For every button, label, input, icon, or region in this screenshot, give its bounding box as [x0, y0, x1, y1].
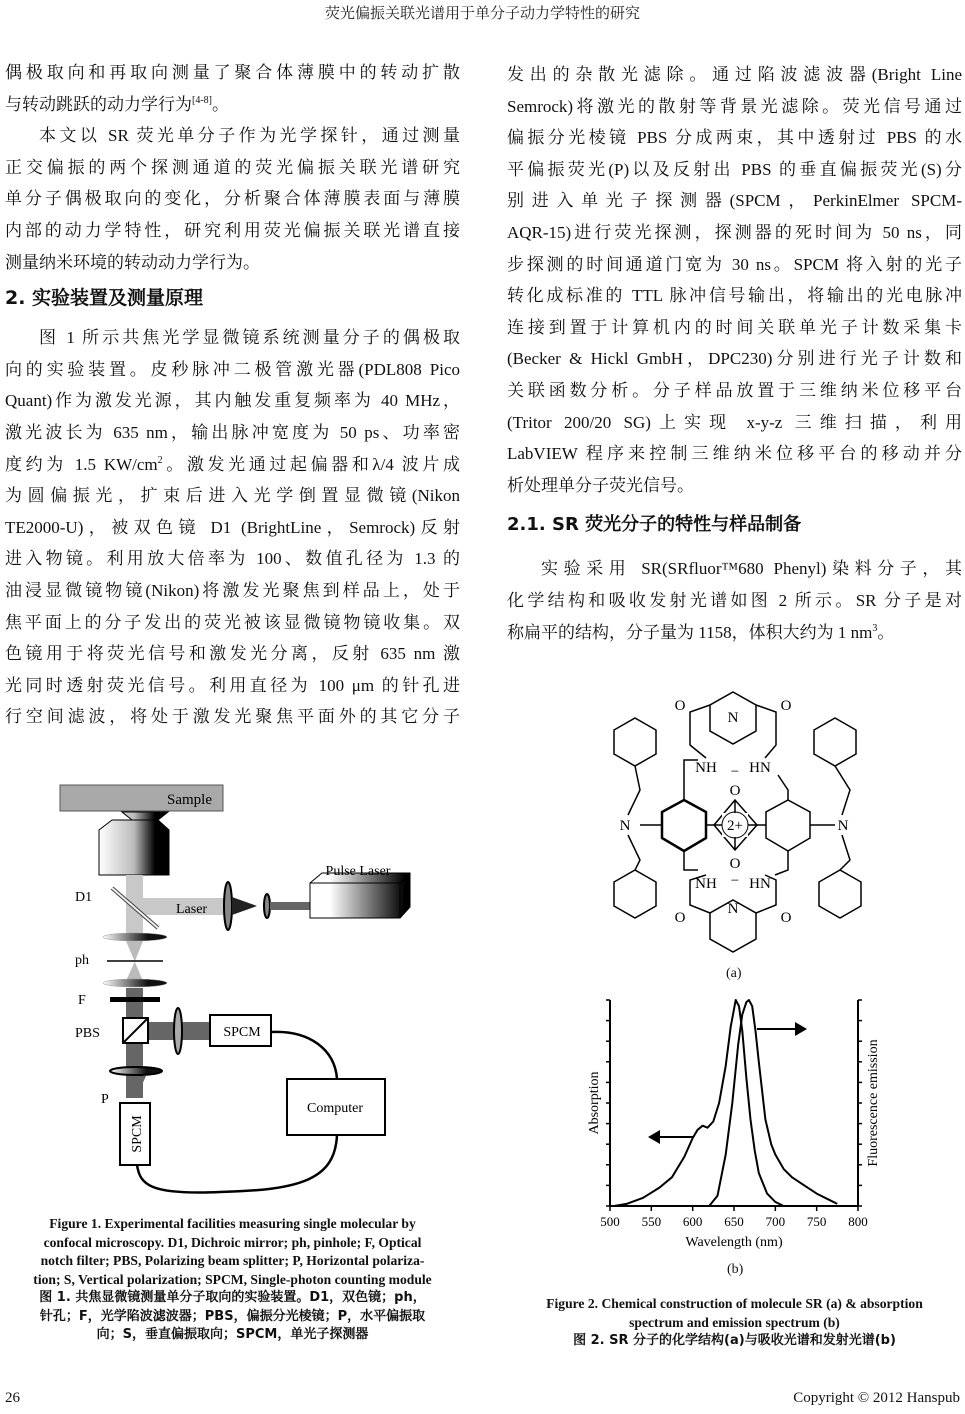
label-spcm-v: SPCM — [130, 1115, 145, 1153]
text-span: 与转动跳跃的动力学行为 — [5, 94, 192, 114]
text-line: 正交偏振的两个探测通道的荧光偏振关联光谱研究 — [5, 157, 460, 177]
arrow-head-icon — [795, 1022, 807, 1036]
text-line: 实验采用 SR(SRfluor™680 Phenyl)染料分子，其 — [541, 559, 962, 579]
text-line: (Tritor 200/20 SG)上实现 x-y-z 三维扫描，利用 — [507, 412, 962, 432]
subfigure-label-a: (a) — [726, 966, 742, 981]
caption-line: Figure 1. Experimental facilities measuring single molecular by — [49, 1216, 416, 1231]
superscript: 2 — [157, 454, 163, 466]
text-line: 平偏振荧光(P)以及反射出 PBS 的垂直偏振荧光(S)分 — [507, 159, 962, 179]
caption-line: 图 1. 共焦显微镜测量单分子取向的实验装置。D1，双色镜；ph， — [39, 1290, 426, 1305]
caption-line: spectrum and emission spectrum (b) — [629, 1314, 840, 1330]
label-spcm-h: SPCM — [223, 1025, 261, 1040]
caption-line: 向；S，垂直偏振取向；SPCM，单光子探测器 — [96, 1327, 369, 1342]
superscript: [4-8] — [192, 94, 212, 106]
label-d1: D1 — [75, 890, 93, 905]
subfigure-label-b: (b) — [727, 1262, 744, 1277]
text-line: 色镜用于将荧光信号和激发光分离，反射 635 nm 激 — [5, 644, 460, 664]
x-axis-label: Wavelength (nm) — [685, 1235, 783, 1250]
text-line: 本文以 SR 荧光单分子作为光学探针，通过测量 — [39, 126, 460, 146]
text-span: 。 — [877, 622, 895, 642]
label-pbs: PBS — [75, 1026, 100, 1041]
text-line: 偏振分光棱镜 PBS 分成两束，其中透射过 PBS 的水 — [507, 128, 962, 148]
atom-o: O — [780, 698, 792, 714]
x-tick-label: 650 — [724, 1214, 744, 1229]
text-line: 单分子偶极取向的变化，分析聚合体薄膜表面与薄膜 — [5, 189, 460, 209]
caption-line: 图 2. SR 分子的化学结构(a)与吸收光谱和发射光谱(b) — [573, 1333, 896, 1348]
atom-o: O — [729, 856, 741, 872]
x-tick-label: 600 — [682, 1214, 703, 1229]
text-line: 光同时透射荧光信号。利用直径为 100 μm 的针孔进 — [5, 675, 460, 695]
x-tick-label: 700 — [765, 1214, 786, 1229]
text-line: 激光波长为 635 nm，输出脉冲宽度为 50 ps、功率密 — [5, 422, 460, 442]
x-tick-label: 750 — [806, 1214, 827, 1229]
y-axis-label-right: Fluorescence emission — [866, 1039, 881, 1167]
text-line: 图 1 所示共焦光学显微镜系统测量分子的偶极取 — [39, 328, 460, 348]
text-line: LabVIEW 程序来控制三维纳米位移平台的移动并分 — [507, 444, 962, 464]
text-line: 焦平面上的分子发出的荧光被该显微镜物镜收集。双 — [5, 612, 460, 632]
atom-hn: HN — [749, 876, 771, 892]
label-f: F — [78, 993, 86, 1008]
text-line: 进入物镜。利用放大倍率为 100、数值孔径为 1.3 的 — [5, 549, 460, 569]
atom-nh: NH — [695, 876, 717, 892]
atom-nh: NH — [695, 760, 717, 776]
text-line: TE2000-U)，被双色镜 D1 (BrightLine，Semrock)反射 — [5, 517, 460, 537]
caption-line: notch filter; PBS, Polarizing beam splitter; P, Horizontal polariza- — [40, 1253, 425, 1268]
text-line: 化学结构和吸收发射光谱如图 2 所示。SR 分子是对 — [507, 590, 962, 610]
caption-line: Figure 2. Chemical construction of molecule SR (a) & absorption — [546, 1296, 923, 1311]
text-span: 称扁平的结构，分子量为 1158，体积大约为 1 nm — [507, 622, 873, 642]
text-line: 为圆偏振光，扩束后进入光学倒置显微镜(Nikon — [5, 486, 460, 506]
text-line: Quant)作为激发光源，其内触发重复频率为 40 MHz， — [5, 391, 460, 411]
caption-line: tion; S, Vertical polarization; SPCM, Single-photon counting module — [33, 1271, 432, 1287]
atom-o: O — [674, 698, 686, 714]
label-ph: ph — [75, 953, 89, 968]
superscript: 3 — [872, 622, 878, 634]
atom-n: N — [837, 818, 849, 834]
text-line: 连接到置于计算机内的时间关联单光子计数采集卡 — [507, 317, 962, 337]
label-sample: Sample — [167, 792, 212, 808]
absorption-line — [614, 1000, 784, 1206]
section-heading: 2. 实验装置及测量原理 — [5, 287, 204, 310]
y-axis-label-left: Absorption — [587, 1071, 602, 1135]
emission-line — [709, 1000, 837, 1206]
text-line: 偶极取向和再取向测量了聚合体薄膜中的转动扩散 — [5, 63, 460, 82]
label-laser: Laser — [176, 902, 208, 917]
text-line: 析处理单分子荧光信号。 — [507, 475, 694, 495]
page-number: 26 — [5, 1390, 20, 1406]
text-line: 别进入单光子探测器(SPCM，PerkinElmer SPCM- — [507, 191, 962, 211]
text-line: 发出的杂散光滤除。通过陷波滤波器(Bright Line — [507, 65, 962, 84]
atom-n: N — [727, 901, 739, 917]
text-span: 度约为 1.5 KW/cm — [5, 454, 158, 474]
text-line: 行空间滤波，将处于激发光聚焦平面外的其它分子 — [5, 707, 460, 727]
text-line: 测量纳米环境的转动动力学行为。 — [5, 252, 260, 272]
text-line: Semrock)将激光的散射等背景光滤除。荧光信号通过 — [507, 96, 962, 116]
atom-n: N — [619, 818, 631, 834]
text-line: 关联函数分析。分子样品放置于三维纳米位移平台 — [507, 380, 962, 400]
figure2-caption — [507, 1295, 962, 1351]
text-line: 步探测的时间通道门宽为 30 ns。SPCM 将入射的光子 — [507, 254, 962, 274]
copyright: Copyright © 2012 Hanspub — [793, 1390, 960, 1406]
atom-o: O — [729, 783, 741, 799]
atom-n: N — [727, 710, 739, 726]
atom-hn: HN — [749, 760, 771, 776]
x-tick-label: 500 — [600, 1214, 620, 1229]
text-line: 向的实验装置。皮秒脉冲二极管激光器(PDL808 Pico — [5, 359, 460, 379]
label-computer: Computer — [307, 1101, 363, 1116]
text-span: 。 — [212, 94, 229, 114]
caption-line: 针孔；F，光学陷波滤波器；PBS，偏振分光棱镜；P，水平偏振取 — [39, 1308, 426, 1324]
arrow-head-icon — [648, 1130, 660, 1144]
subsection-heading: 2.1. SR 荧光分子的特性与样品制备 — [507, 514, 802, 536]
text-line: AQR-15)进行荧光探测，探测器的死时间为 50 ns，同 — [507, 222, 962, 242]
text-span: 。激发光通过起偏器和λ/4 波片成 — [162, 454, 460, 474]
atom-o: O — [780, 910, 792, 926]
charge-minus: − — [730, 873, 740, 889]
running-header: 荧光偏振关联光谱用于单分子动力学特性的研究 — [324, 4, 640, 22]
x-tick-label: 800 — [848, 1214, 868, 1229]
label-pulse-laser: Pulse Laser — [325, 864, 391, 879]
charge-minus: − — [730, 764, 740, 780]
caption-line: confocal microscopy. D1, Dichroic mirror; ph, pinhole; F, Optical — [43, 1234, 422, 1250]
metal-charge: 2+ — [727, 818, 743, 834]
text-line: 转化成标准的 TTL 脉冲信号输出，将输出的光电脉冲 — [507, 286, 962, 306]
text-line: 油浸显微镜物镜(Nikon)将激发光聚焦到样品上，处于 — [5, 580, 460, 600]
atom-o: O — [674, 910, 686, 926]
label-p: P — [101, 1092, 109, 1107]
text-line: 内部的动力学特性，研究利用荧光偏振关联光谱直接 — [5, 220, 460, 240]
x-tick-label: 550 — [641, 1214, 662, 1229]
text-line: (Becker & Hickl GmbH，DPC230)分别进行光子计数和 — [507, 349, 962, 369]
